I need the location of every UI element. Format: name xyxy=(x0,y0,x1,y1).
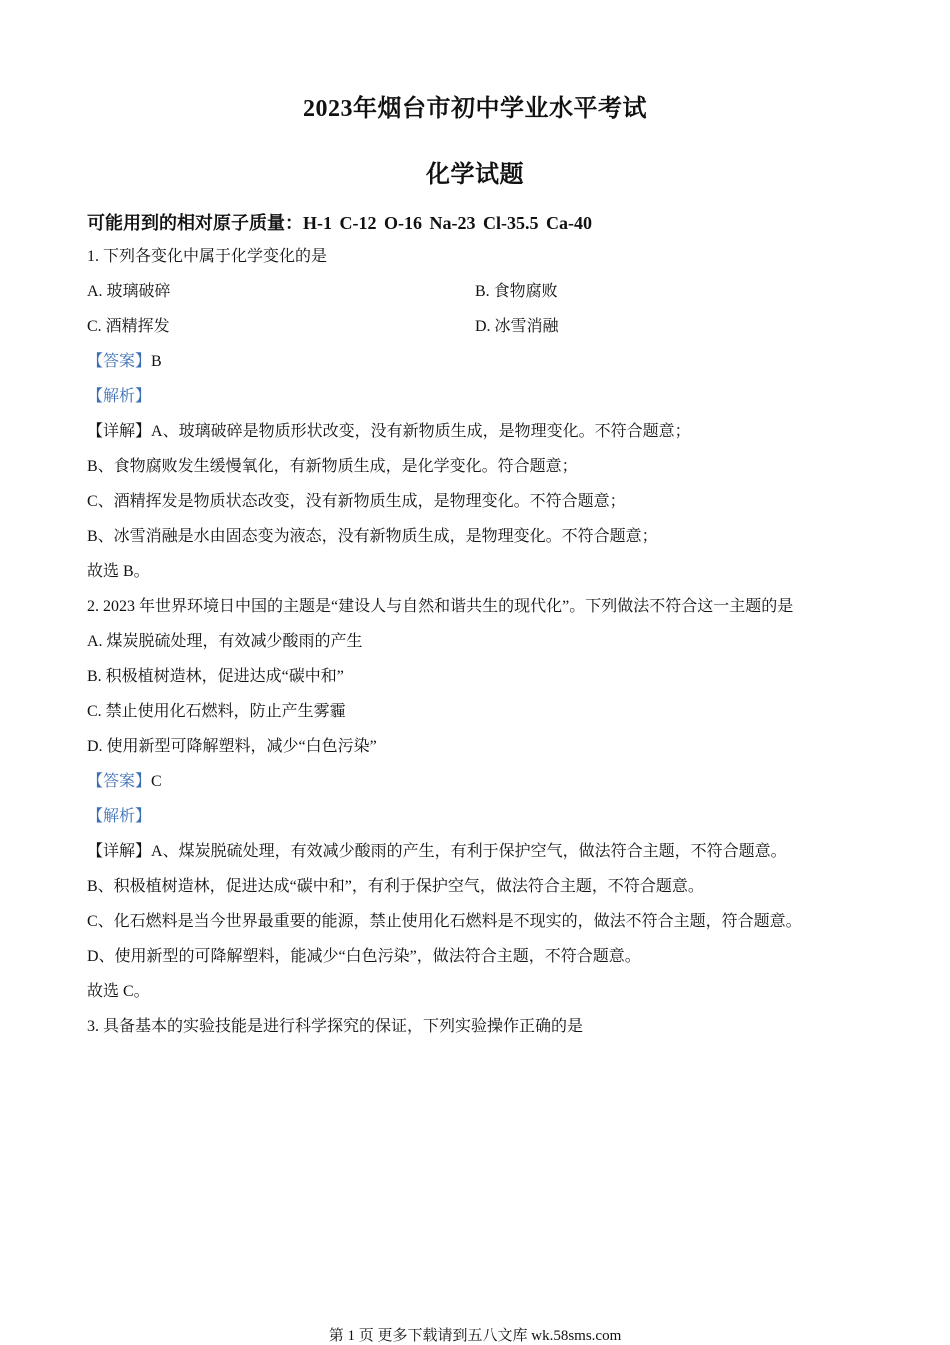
q2-answer-value: C xyxy=(151,773,162,790)
exam-title: 2023年烟台市初中学业水平考试 xyxy=(303,96,647,122)
q1-detail-label: 【详解】 xyxy=(87,423,152,440)
q1-option-b: B. 食物腐败 xyxy=(475,283,558,300)
q1-analysis-label: 【解析】 xyxy=(87,388,152,405)
q2-conclusion: 故选 C。 xyxy=(87,983,150,1000)
q2-detail-d: D、使用新型的可降解塑料，能减少“白色污染”，做法符合主题，不符合题意。 xyxy=(87,948,641,965)
q1-stem: 1. 下列各变化中属于化学变化的是 xyxy=(87,248,328,265)
q2-detail-label: 【详解】 xyxy=(87,843,152,860)
q2-option-a: A. 煤炭脱硫处理，有效减少酸雨的产生 xyxy=(87,633,363,650)
q1-detail-a-text: A、玻璃破碎是物质形状改变，没有新物质生成，是物理变化。不符合题意； xyxy=(151,423,691,440)
q1-option-c: C. 酒精挥发 xyxy=(87,318,170,335)
q1-detail-d: B、冰雪消融是水由固态变为液态，没有新物质生成，是物理变化。不符合题意； xyxy=(87,528,658,545)
q2-detail-a xyxy=(87,841,787,863)
q1-detail-c: C、酒精挥发是物质状态改变，没有新物质生成，是物理变化。不符合题意； xyxy=(87,493,626,510)
q2-answer xyxy=(87,771,162,793)
q2-answer-label: 【答案】 xyxy=(87,773,152,790)
q2-option-c: C. 禁止使用化石燃料，防止产生雾霾 xyxy=(87,703,346,720)
q1-answer-label: 【答案】 xyxy=(87,353,152,370)
q3-stem: 3. 具备基本的实验技能是进行科学探究的保证，下列实验操作正确的是 xyxy=(87,1018,584,1035)
exam-subtitle: 化学试题 xyxy=(426,162,524,188)
q2-detail-b: B、积极植树造林，促进达成“碳中和”，有利于保护空气，做法符合主题，不符合题意。 xyxy=(87,878,704,895)
q2-stem: 2. 2023 年世界环境日中国的主题是“建设人与自然和谐共生的现代化”。下列做法不符合这一主题的是 xyxy=(87,598,794,615)
q1-option-a: A. 玻璃破碎 xyxy=(87,283,171,300)
q2-option-b: B. 积极植树造林，促进达成“碳中和” xyxy=(87,668,344,685)
q2-option-d: D. 使用新型可降解塑料，减少“白色污染” xyxy=(87,738,377,755)
q1-conclusion: 故选 B。 xyxy=(87,563,150,580)
q2-detail-a-text: A、煤炭脱硫处理，有效减少酸雨的产生，有利于保护空气，做法符合主题，不符合题意。 xyxy=(151,843,787,860)
q1-answer xyxy=(87,351,162,373)
page-footer: 第 1 页 更多下载请到五八文库 wk.58sms.com xyxy=(328,1328,622,1344)
q1-answer-value: B xyxy=(151,353,162,370)
q2-analysis-label: 【解析】 xyxy=(87,808,152,825)
q2-detail-c: C、化石燃料是当今世界最重要的能源，禁止使用化石燃料是不现实的，做法不符合主题，符合题意。 xyxy=(87,913,802,930)
q1-detail-a xyxy=(87,421,691,443)
q1-option-d: D. 冰雪消融 xyxy=(475,318,559,335)
atomic-masses: 可能用到的相对原子质量：H-1 C-12 O-16 Na-23 Cl-35.5 Ca-40 xyxy=(87,213,592,233)
q1-detail-b: B、食物腐败发生缓慢氧化，有新物质生成，是化学变化。符合题意； xyxy=(87,458,578,475)
